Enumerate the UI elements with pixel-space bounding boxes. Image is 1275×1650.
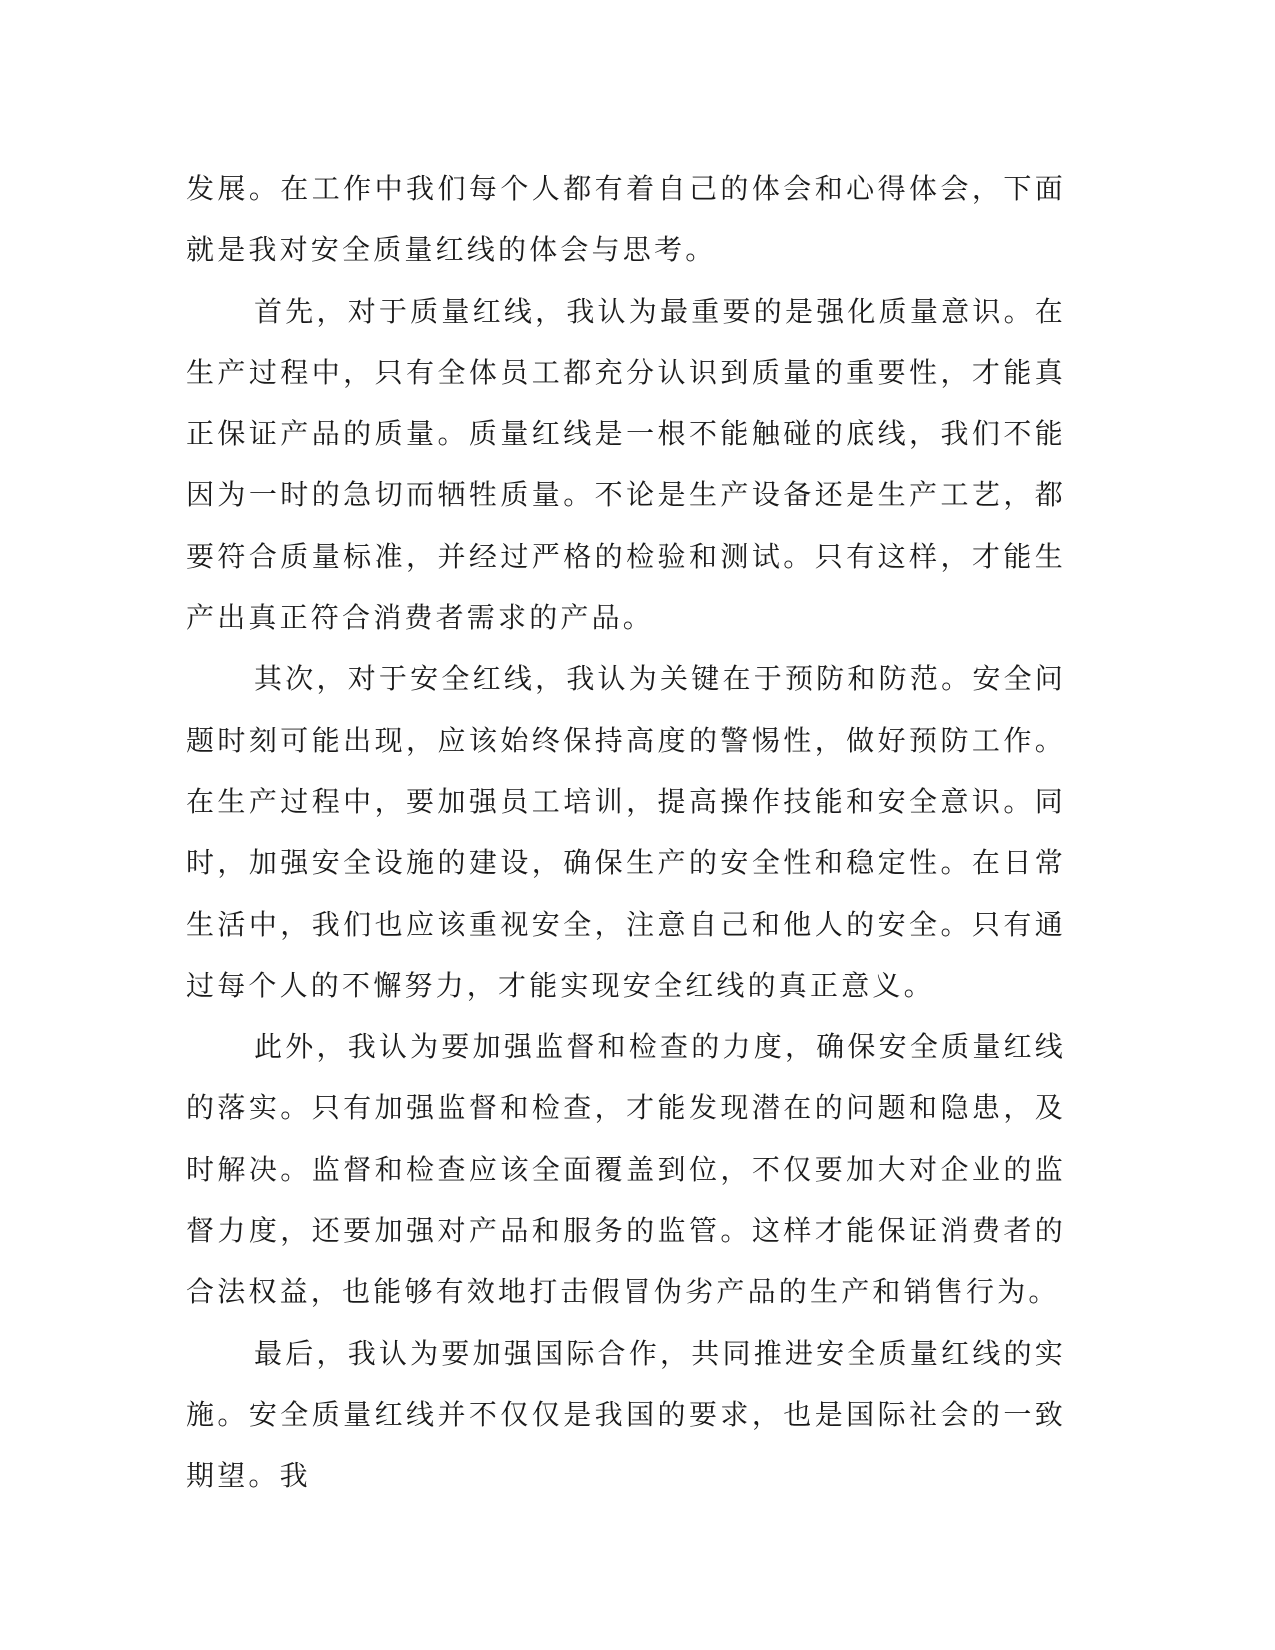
body-text <box>186 158 1066 1507</box>
paragraph-international-cooperation: 最后，我认为要加强国际合作，共同推进安全质量红线的实施。安全质量红线并不仅仅是我国的要求，也是国际社会的一致期望。我 <box>186 1336 1066 1493</box>
paragraph-continuation: 发展。在工作中我们每个人都有着自己的体会和心得体会，下面就是我对安全质量红线的体会与思考。 <box>186 172 1066 267</box>
paragraph-supervision: 此外，我认为要加强监督和检查的力度，确保安全质量红线的落实。只有加强监督和检查，才能发现潜在的问题和隐患，及时解决。监督和检查应该全面覆盖到位，不仅要加大对企业的监督力度，还要加强对产品和服务的监管。这样才能保证消费者的合法权益，也能够有效地打击假冒伪劣产品的生产和销售行为。 <box>186 1030 1066 1309</box>
paragraph-quality-redline: 首先，对于质量红线，我认为最重要的是强化质量意识。在生产过程中，只有全体员工都充分认识到质量的重要性，才能真正保证产品的质量。质量红线是一根不能触碰的底线，我们不能因为一时的急切而牺牲质量。不论是生产设备还是生产工艺，都要符合质量标准，并经过严格的检验和测试。只有这样，才能生产出真正符合消费者需求的产品。 <box>186 294 1066 635</box>
paragraph-safety-redline: 其次，对于安全红线，我认为关键在于预防和防范。安全问题时刻可能出现，应该始终保持高度的警惕性，做好预防工作。在生产过程中，要加强员工培训，提高操作技能和安全意识。同时，加强安全设施的建设，确保生产的安全性和稳定性。在日常生活中，我们也应该重视安全，注意自己和他人的安全。只有通过每个人的不懈努力，才能实现安全红线的真正意义。 <box>186 662 1066 1002</box>
